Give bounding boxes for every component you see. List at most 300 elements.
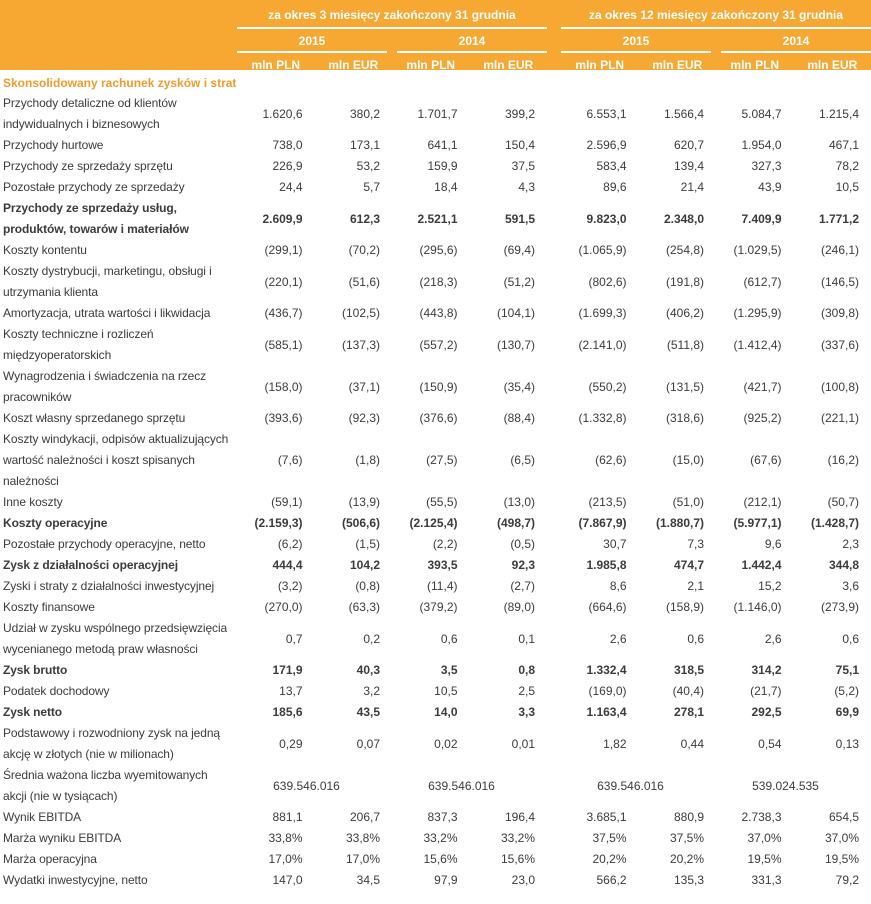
value-cell: 185,6 xyxy=(272,705,303,719)
value-cell: (6,2) xyxy=(277,537,303,551)
value-cell: (213,5) xyxy=(588,495,627,509)
value-cell: 7,3 xyxy=(687,537,704,551)
table-row xyxy=(0,408,871,429)
row-values-3m xyxy=(237,177,553,198)
value-cell: (376,6) xyxy=(419,411,458,425)
value-cell: 147,0 xyxy=(272,873,303,887)
row-values-3m xyxy=(237,576,553,597)
value-cell: (7,6) xyxy=(277,453,303,467)
value-cell: (50,7) xyxy=(827,495,859,509)
value-cell: 1.985,8 xyxy=(586,558,627,572)
unit-label-mln-eur: mln EUR xyxy=(652,58,703,72)
table-row xyxy=(0,828,871,849)
value-cell: 1.566,4 xyxy=(663,106,704,121)
value-cell: (37,1) xyxy=(348,379,380,394)
row-label: Podatek dochodowy xyxy=(3,684,110,698)
table-body xyxy=(0,93,871,891)
value-cell: 639.546.016 xyxy=(597,778,664,793)
value-cell: (506,6) xyxy=(341,516,380,530)
value-cell: 0,2 xyxy=(363,631,380,646)
value-cell: 3.685,1 xyxy=(586,810,627,824)
value-cell: (1.332,8) xyxy=(578,411,627,425)
value-cell: (218,3) xyxy=(419,274,458,289)
row-label: Podstawowy i rozwodniony zysk na jedną akcję w złotych (nie w milionach) xyxy=(3,726,220,761)
value-cell: 1.771,2 xyxy=(818,211,859,226)
value-cell: (131,5) xyxy=(665,379,704,394)
value-cell: 3,2 xyxy=(363,684,380,698)
row-values-12m xyxy=(553,135,871,156)
value-cell: (585,1) xyxy=(264,337,303,352)
value-cell: (169,0) xyxy=(588,684,627,698)
row-values-3m xyxy=(237,513,553,534)
value-cell: (2,7) xyxy=(510,579,535,593)
row-values-3m xyxy=(237,261,553,303)
value-cell: 150,4 xyxy=(504,138,535,152)
value-cell: 0,6 xyxy=(842,631,859,646)
value-cell: (69,4) xyxy=(503,243,535,257)
value-cell: 97,9 xyxy=(434,873,458,887)
table-row xyxy=(0,303,871,324)
table-row xyxy=(0,93,871,135)
value-cell: 1.163,4 xyxy=(586,705,627,719)
value-cell: (51,0) xyxy=(672,495,704,509)
unit-label-mln-eur: mln EUR xyxy=(328,58,379,72)
value-cell: 53,2 xyxy=(356,159,380,173)
row-values-3m xyxy=(237,849,553,870)
period-group-3-months xyxy=(237,0,553,70)
row-values-12m xyxy=(553,429,871,492)
value-cell: 92,3 xyxy=(511,558,535,572)
value-cell: 19,5% xyxy=(824,852,859,866)
row-values-12m xyxy=(553,198,871,240)
row-values-3m xyxy=(237,303,553,324)
row-values-12m xyxy=(553,513,871,534)
row-label: Zysk brutto xyxy=(3,663,68,677)
value-cell: 23,0 xyxy=(511,873,535,887)
value-cell: 226,9 xyxy=(272,159,303,173)
year-label-2014: 2014 xyxy=(397,29,547,53)
table-row xyxy=(0,681,871,702)
value-cell: 0,54 xyxy=(758,736,782,751)
value-cell: (0,8) xyxy=(355,579,380,593)
row-values-12m xyxy=(553,303,871,324)
row-values-3m xyxy=(237,534,553,555)
value-cell: (55,5) xyxy=(426,495,458,509)
row-values-12m xyxy=(553,681,871,702)
table-row xyxy=(0,576,871,597)
value-cell: 1,82 xyxy=(603,736,627,751)
row-values-3m xyxy=(237,555,553,576)
value-cell: (1.412,4) xyxy=(733,337,782,352)
value-cell: 135,3 xyxy=(673,873,704,887)
row-values-3m xyxy=(237,681,553,702)
value-cell: (137,3) xyxy=(341,337,380,352)
value-cell: 738,0 xyxy=(272,138,303,152)
value-cell: (63,3) xyxy=(348,600,380,614)
value-cell: 292,5 xyxy=(751,705,782,719)
value-cell: 15,6% xyxy=(423,852,458,866)
unit-label-mln-pln: mln PLN xyxy=(406,58,456,72)
value-cell: (318,6) xyxy=(665,411,704,425)
value-cell: 21,4 xyxy=(680,180,704,194)
value-cell: (246,1) xyxy=(820,243,859,257)
row-values-3m xyxy=(237,660,553,681)
value-cell: 37,0% xyxy=(824,831,859,845)
value-cell: 10,5 xyxy=(434,684,458,698)
value-cell: 43,9 xyxy=(758,180,782,194)
value-cell: 18,4 xyxy=(434,180,458,194)
row-values-12m xyxy=(553,492,871,513)
value-cell: 69,9 xyxy=(835,705,859,719)
value-cell: 33,2% xyxy=(423,831,458,845)
table-row xyxy=(0,597,871,618)
value-cell: (2.159,3) xyxy=(254,516,303,530)
value-cell: 33,8% xyxy=(268,831,303,845)
value-cell: 14,0 xyxy=(434,705,458,719)
value-cell: (158,9) xyxy=(665,600,704,614)
table-row xyxy=(0,849,871,870)
row-label: Pozostałe przychody operacyjne, netto xyxy=(3,537,206,551)
value-cell: 444,4 xyxy=(272,558,303,572)
value-cell: (88,4) xyxy=(503,411,535,425)
value-cell: 0,01 xyxy=(511,736,535,751)
value-cell: (27,5) xyxy=(426,453,458,467)
value-cell: 0,7 xyxy=(285,631,303,646)
table-row xyxy=(0,366,871,408)
table-row xyxy=(0,429,871,492)
row-values-3m xyxy=(237,618,553,660)
table-row xyxy=(0,660,871,681)
value-cell: (67,6) xyxy=(750,453,782,467)
value-cell: 33,2% xyxy=(500,831,535,845)
value-cell: 0,02 xyxy=(434,736,458,751)
unit-row xyxy=(237,53,547,72)
row-label: Koszty dystrybucji, marketingu, obsługi i utrzymania klienta xyxy=(3,264,212,299)
value-cell: (7.867,9) xyxy=(578,516,627,530)
value-cell: (21,7) xyxy=(750,684,782,698)
value-cell: (1,8) xyxy=(355,453,380,467)
value-cell: (1.065,9) xyxy=(578,243,627,257)
value-cell: 399,2 xyxy=(504,106,535,121)
year-label-2015: 2015 xyxy=(237,29,387,53)
value-cell: 30,7 xyxy=(603,537,627,551)
value-cell: (664,6) xyxy=(588,600,627,614)
row-values-3m xyxy=(237,156,553,177)
value-cell: (337,6) xyxy=(820,337,859,352)
value-cell: 380,2 xyxy=(349,106,380,121)
row-label: Pozostałe przychody ze sprzedaży xyxy=(3,180,185,194)
value-cell: 43,5 xyxy=(356,705,380,719)
value-cell: 6.553,1 xyxy=(586,106,627,121)
value-cell: 1.442,4 xyxy=(741,558,782,572)
row-label: Wydatki inwestycyjne, netto xyxy=(3,873,148,887)
value-cell: (295,6) xyxy=(419,243,458,257)
value-cell: 591,5 xyxy=(504,211,535,226)
value-cell: (421,7) xyxy=(743,379,782,394)
row-values-3m xyxy=(237,702,553,723)
row-values-3m xyxy=(237,135,553,156)
row-values-3m xyxy=(237,324,553,366)
value-cell: 24,4 xyxy=(279,180,303,194)
value-cell: (15,0) xyxy=(672,453,704,467)
value-cell: (1.699,3) xyxy=(578,306,627,320)
value-cell: 37,0% xyxy=(747,831,782,845)
row-label: Zysk z działalności operacyjnej xyxy=(3,558,178,572)
value-cell: (158,0) xyxy=(264,379,303,394)
row-values-3m xyxy=(237,198,553,240)
value-cell: (925,2) xyxy=(743,411,782,425)
row-values-12m xyxy=(553,408,871,429)
table-row xyxy=(0,135,871,156)
value-cell: 0,6 xyxy=(440,631,458,646)
table-row xyxy=(0,534,871,555)
value-cell: (92,3) xyxy=(348,411,380,425)
value-cell: 5.084,7 xyxy=(741,106,782,121)
table-row xyxy=(0,513,871,534)
row-values-12m xyxy=(553,534,871,555)
value-cell: (254,8) xyxy=(665,243,704,257)
value-cell: (191,8) xyxy=(665,274,704,289)
unit-label-mln-pln: mln PLN xyxy=(251,58,301,72)
value-cell: 206,7 xyxy=(349,810,380,824)
period-group-title: za okres 3 miesięcy zakończony 31 grudnia xyxy=(237,0,547,29)
row-label: Inne koszty xyxy=(3,495,63,509)
row-values-12m xyxy=(553,618,871,660)
value-cell: (436,7) xyxy=(264,306,303,320)
row-values-12m xyxy=(553,366,871,408)
row-label: Wynagrodzenia i świadczenia na rzecz pracowników xyxy=(3,369,207,404)
row-values-12m xyxy=(553,723,871,765)
header-spacer xyxy=(0,0,237,70)
table-row xyxy=(0,324,871,366)
table-row xyxy=(0,555,871,576)
value-cell: (1.428,7) xyxy=(810,516,859,530)
value-cell: 13,7 xyxy=(279,684,303,698)
value-cell: 4,3 xyxy=(518,180,535,194)
value-cell: 20,2% xyxy=(669,852,704,866)
row-values-3m xyxy=(237,765,553,807)
row-label: Przychody ze sprzedaży usług, produktów, towarów i materiałów xyxy=(3,201,189,236)
unit-label-mln-pln: mln PLN xyxy=(730,58,780,72)
value-cell: (13,0) xyxy=(503,495,535,509)
table-row xyxy=(0,240,871,261)
value-cell: (2,2) xyxy=(432,537,458,551)
value-cell: 2.738,3 xyxy=(741,810,782,824)
value-cell: 327,3 xyxy=(751,159,782,173)
value-cell: 40,3 xyxy=(356,663,380,677)
value-cell: (221,1) xyxy=(820,411,859,425)
row-values-12m xyxy=(553,177,871,198)
value-cell: 583,4 xyxy=(596,159,627,173)
value-cell: (62,6) xyxy=(595,453,627,467)
table-row xyxy=(0,870,871,891)
row-values-3m xyxy=(237,240,553,261)
table-row xyxy=(0,156,871,177)
value-cell: 393,5 xyxy=(427,558,458,572)
value-cell: (1.880,7) xyxy=(655,516,704,530)
value-cell: (59,1) xyxy=(271,495,303,509)
value-cell: 881,1 xyxy=(272,810,303,824)
value-cell: 7.409,9 xyxy=(741,211,782,226)
value-cell: 639.546.016 xyxy=(273,778,340,793)
value-cell: 10,5 xyxy=(835,180,859,194)
value-cell: 612,3 xyxy=(349,211,380,226)
table-row xyxy=(0,492,871,513)
value-cell: 0,1 xyxy=(518,631,535,646)
value-cell: 17,0% xyxy=(345,852,380,866)
value-cell: 89,6 xyxy=(603,180,627,194)
value-cell: 15,6% xyxy=(500,852,535,866)
value-cell: 8,6 xyxy=(609,579,627,593)
value-cell: (270,0) xyxy=(264,600,303,614)
value-cell: (379,2) xyxy=(419,600,458,614)
table-row xyxy=(0,807,871,828)
row-label: Koszty operacyjne xyxy=(3,516,108,530)
value-cell: 159,9 xyxy=(427,159,458,173)
row-values-12m xyxy=(553,240,871,261)
row-label: Zyski i straty z działalności inwestycyjnej xyxy=(3,579,215,593)
row-values-12m xyxy=(553,807,871,828)
value-cell: (16,2) xyxy=(827,453,859,467)
value-cell: 2,6 xyxy=(609,631,627,646)
row-values-12m xyxy=(553,261,871,303)
value-cell: 9,6 xyxy=(764,537,782,551)
row-values-3m xyxy=(237,828,553,849)
row-values-3m xyxy=(237,408,553,429)
value-cell: 639.546.016 xyxy=(428,778,495,793)
row-values-3m xyxy=(237,807,553,828)
value-cell: 641,1 xyxy=(427,138,458,152)
value-cell: 9.823,0 xyxy=(586,211,627,226)
value-cell: 3,5 xyxy=(440,663,458,677)
value-cell: (13,9) xyxy=(348,495,380,509)
value-cell: (273,9) xyxy=(820,600,859,614)
value-cell: 2.348,0 xyxy=(663,211,704,226)
value-cell: 0,29 xyxy=(279,736,303,751)
value-cell: (70,2) xyxy=(348,243,380,257)
unit-row xyxy=(561,53,871,72)
row-label: Amortyzacja, utrata wartości i likwidacja xyxy=(3,306,211,320)
row-label: Wynik EBITDA xyxy=(3,810,82,824)
row-label: Przychody hurtowe xyxy=(3,138,104,152)
value-cell: 15,2 xyxy=(758,579,782,593)
value-cell: 566,2 xyxy=(596,873,627,887)
table-header xyxy=(0,0,871,70)
value-cell: 2,6 xyxy=(764,631,782,646)
value-cell: 1.701,7 xyxy=(417,106,458,121)
value-cell: (11,4) xyxy=(427,579,458,593)
row-values-3m xyxy=(237,93,553,135)
table-row xyxy=(0,618,871,660)
table-row xyxy=(0,177,871,198)
value-cell: 20,2% xyxy=(592,852,627,866)
value-cell: (443,8) xyxy=(419,306,458,320)
value-cell: (406,2) xyxy=(665,306,704,320)
value-cell: 139,4 xyxy=(673,159,704,173)
value-cell: 0,44 xyxy=(680,736,704,751)
section-title: Skonsolidowany rachunek zysków i strat xyxy=(3,76,237,90)
value-cell: 318,5 xyxy=(673,663,704,677)
value-cell: (130,7) xyxy=(496,337,535,352)
value-cell: 1.954,0 xyxy=(741,138,782,152)
table-row xyxy=(0,723,871,765)
value-cell: (104,1) xyxy=(496,306,535,320)
value-cell: 344,8 xyxy=(828,558,859,572)
value-cell: (146,5) xyxy=(820,274,859,289)
value-cell: (2.141,0) xyxy=(578,337,627,352)
value-cell: 314,2 xyxy=(751,663,782,677)
row-values-12m xyxy=(553,765,871,807)
value-cell: 837,3 xyxy=(427,810,458,824)
value-cell: 37,5% xyxy=(592,831,627,845)
value-cell: 17,0% xyxy=(268,852,303,866)
value-cell: (2.125,4) xyxy=(409,516,458,530)
value-cell: 5,7 xyxy=(363,180,380,194)
value-cell: 78,2 xyxy=(835,159,859,173)
value-cell: (299,1) xyxy=(264,243,303,257)
row-values-12m xyxy=(553,660,871,681)
year-label-2014: 2014 xyxy=(721,29,871,53)
period-group-title: za okres 12 miesięcy zakończony 31 grudnia xyxy=(561,0,871,29)
value-cell: 474,7 xyxy=(673,558,704,572)
value-cell: 331,3 xyxy=(751,873,782,887)
table-row xyxy=(0,198,871,240)
value-cell: (51,6) xyxy=(348,274,380,289)
table-row xyxy=(0,702,871,723)
value-cell: (220,1) xyxy=(264,274,303,289)
row-label: Koszty finansowe xyxy=(3,600,95,614)
row-label: Zysk netto xyxy=(3,705,63,719)
row-label: Koszt własny sprzedanego sprzętu xyxy=(3,411,186,425)
period-group-12-months xyxy=(553,0,871,70)
value-cell: 3,3 xyxy=(518,705,535,719)
value-cell: 196,4 xyxy=(504,810,535,824)
value-cell: 880,9 xyxy=(673,810,704,824)
value-cell: 79,2 xyxy=(835,873,859,887)
value-cell: 2.521,1 xyxy=(417,211,458,226)
row-values-12m xyxy=(553,849,871,870)
value-cell: (0,5) xyxy=(510,537,535,551)
row-values-12m xyxy=(553,597,871,618)
value-cell: (511,8) xyxy=(666,337,704,352)
value-cell: (89,0) xyxy=(503,600,535,614)
value-cell: (5.977,1) xyxy=(733,516,782,530)
value-cell: 1.215,4 xyxy=(818,106,859,121)
value-cell: 2,1 xyxy=(687,579,704,593)
value-cell: (100,8) xyxy=(820,379,859,394)
row-label: Przychody ze sprzedaży sprzętu xyxy=(3,159,173,173)
value-cell: 19,5% xyxy=(747,852,782,866)
value-cell: 3,6 xyxy=(842,579,859,593)
value-cell: (550,2) xyxy=(588,379,627,394)
value-cell: (1.029,5) xyxy=(733,243,782,257)
year-row xyxy=(237,29,547,53)
row-values-3m xyxy=(237,870,553,891)
value-cell: (802,6) xyxy=(588,274,627,289)
unit-label-mln-eur: mln EUR xyxy=(807,58,858,72)
row-values-12m xyxy=(553,702,871,723)
year-label-2015: 2015 xyxy=(561,29,711,53)
row-values-12m xyxy=(553,828,871,849)
value-cell: (393,6) xyxy=(264,411,303,425)
value-cell: 0,13 xyxy=(835,736,859,751)
value-cell: (5,2) xyxy=(834,684,859,698)
value-cell: (1.146,0) xyxy=(733,600,782,614)
row-values-12m xyxy=(553,555,871,576)
value-cell: 37,5 xyxy=(511,159,535,173)
row-label: Przychody detaliczne od klientów indywidualnych i biznesowych xyxy=(3,96,177,131)
value-cell: (3,2) xyxy=(277,579,303,593)
